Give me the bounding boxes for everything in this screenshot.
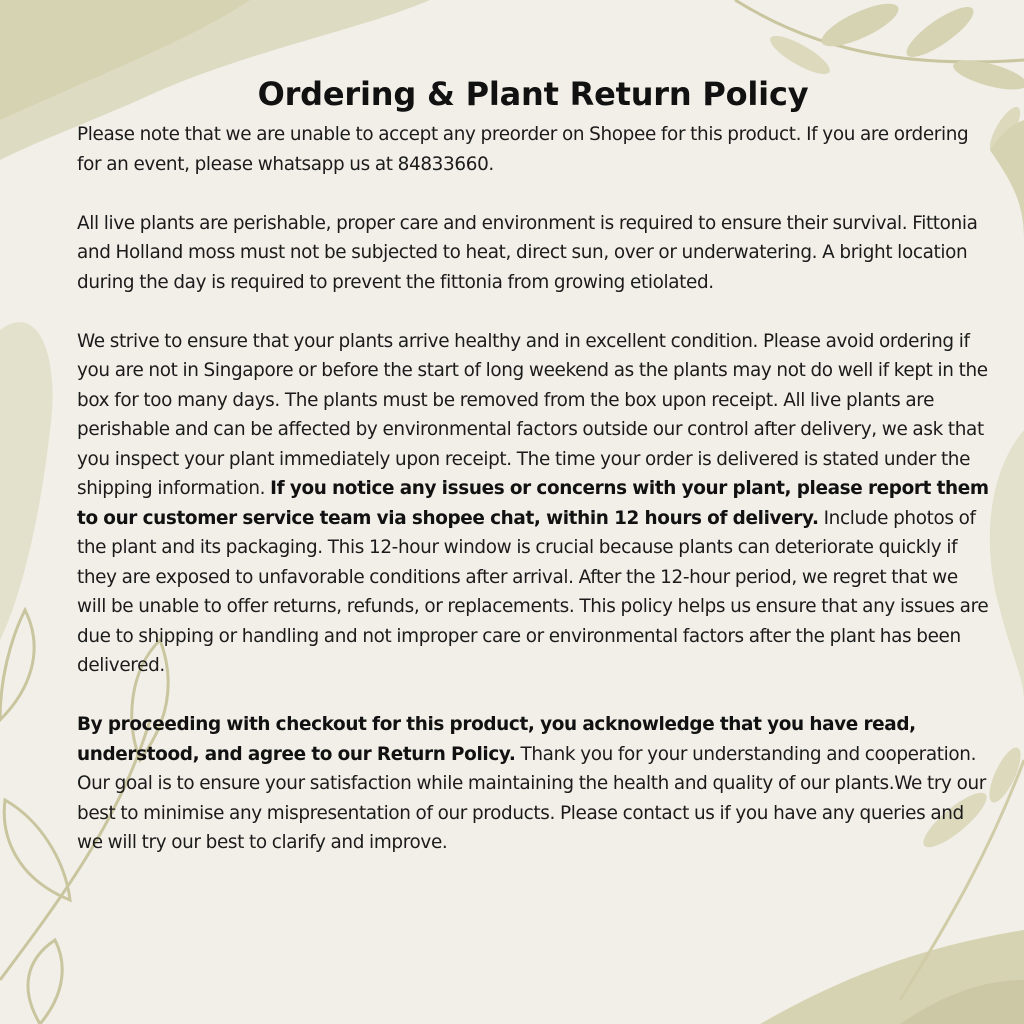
paragraph-preorder bbox=[77, 120, 989, 179]
leaf-top-right-2 bbox=[900, 0, 979, 65]
paragraph-delivery-policy-bold: If you notice any issues or concerns with your plant, please report them to our customer service team via shopee chat, within 12 hours of delivery. bbox=[77, 478, 989, 529]
paragraph-preorder-text: Please note that we are unable to accept any preorder on Shopee for this product. If you are ordering for an event, please whatsapp us at 84833660. bbox=[77, 124, 969, 175]
leaf-outline-bottom-left-2 bbox=[4, 800, 70, 900]
leaf-outline-bottom-left-4 bbox=[28, 940, 62, 1024]
paragraph-acknowledgement-text-after: Thank you for your understanding and cooperation. Our goal is to ensure your satisfaction while maintaining the health and quality of our plants.We try our best to minimise any mispresentation of our products. Please contact us if you have any queries and we will try our best to clarify and improve. bbox=[77, 743, 987, 853]
paragraph-acknowledgement-bold: By proceeding with checkout for this product, you acknowledge that you have read, understood, and agree to our Return Policy. bbox=[77, 714, 916, 765]
page-title: Ordering & Plant Return Policy bbox=[257, 75, 809, 113]
policy-content bbox=[77, 72, 989, 858]
brush-stroke-left bbox=[0, 322, 53, 640]
paragraph-delivery-policy bbox=[77, 327, 989, 681]
brush-stroke-right bbox=[990, 430, 1024, 700]
paragraph-plant-care bbox=[77, 209, 989, 298]
paragraph-delivery-policy-text-after: Include photos of the plant and its packaging. This 12-hour window is crucial because plants can deteriorate quickly if they are exposed to unfavorable conditions after arrival. After the 12-hour period, we regret that we will be unable to offer returns, refunds, or replacements. This policy helps us ensure that any issues are due to shipping or handling and not improper care or environmental factors after the plant has been delivered. bbox=[77, 507, 989, 676]
paragraph-delivery-policy-text-before: We strive to ensure that your plants arrive healthy and in excellent condition. Please avoid ordering if you are not in Singapore or before the start of long weekend as the plants may not do well if kept in the box for too many days. The plants must be removed from the box upon receipt. All live plants are perishable and can be affected by environmental factors outside our control after delivery, we ask that you inspect your plant immediately upon receipt. The time your order is delivered is stated under the shipping information. bbox=[77, 330, 988, 499]
paragraph-plant-care-text: All live plants are perishable, proper care and environment is required to ensure their survival. Fittonia and Holland moss must not be subjected to heat, direct sun, over or underwatering. A bright location during the day is required to prevent the fittonia from growing etiolated. bbox=[77, 212, 978, 293]
paragraph-acknowledgement bbox=[77, 710, 989, 858]
leaf-top-right-1 bbox=[816, 0, 903, 55]
